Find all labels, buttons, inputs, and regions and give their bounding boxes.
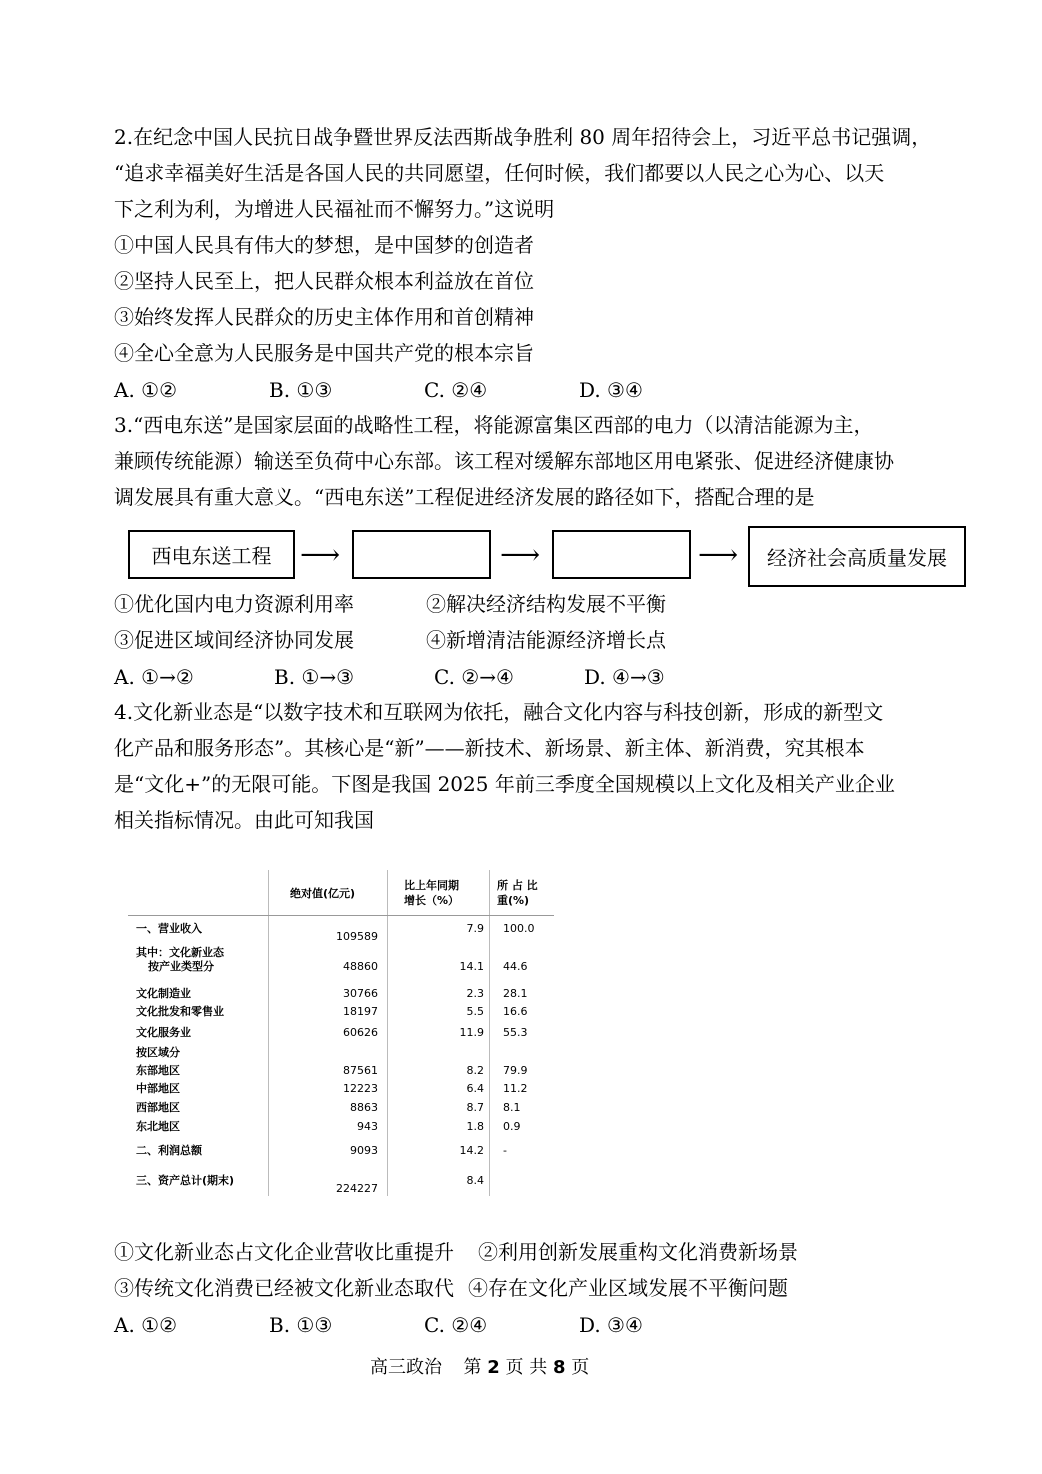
table-cell-label: 按产业类型分 — [148, 960, 214, 973]
q3-stem-line-3: 调发展具有重大意义。“西电东送”工程促进经济发展的路径如下，搭配合理的是 — [114, 485, 815, 509]
footer-total-pages: 8 — [552, 1357, 566, 1378]
table-cell-share: 11.2 — [503, 1082, 528, 1095]
q2-option-a[interactable]: A. ①② — [114, 378, 178, 402]
q3-statement-4: ④新增清洁能源经济增长点 — [426, 628, 666, 652]
table-cell-absolute: 30766 — [343, 987, 378, 1000]
table-header-share-1: 所 占 比 — [497, 879, 538, 892]
q4-statement-1: ①文化新业态占文化企业营收比重提升 — [114, 1240, 454, 1264]
q3-statement-2: ②解决经济结构发展不平衡 — [426, 592, 666, 616]
q3-option-c[interactable]: C. ②→④ — [434, 665, 514, 689]
q4-stem-line-2: 化产品和服务形态”。其核心是“新”——新技术、新场景、新主体、新消费，究其根本 — [114, 736, 865, 760]
table-cell-absolute: 8863 — [350, 1101, 378, 1114]
table-cell-share: 44.6 — [503, 960, 528, 973]
table-cell-absolute: 87561 — [343, 1064, 378, 1077]
q3-option-b[interactable]: B. ①→③ — [274, 665, 355, 689]
table-cell-label: 按区域分 — [136, 1046, 180, 1059]
flow-start-box: 西电东送工程 — [128, 530, 295, 579]
q2-option-c[interactable]: C. ②④ — [424, 378, 488, 402]
table-cell-absolute: 12223 — [343, 1082, 378, 1095]
table-cell-label: 二、利润总额 — [136, 1144, 202, 1157]
table-cell-absolute: 18197 — [343, 1005, 378, 1018]
table-cell-label: 文化服务业 — [136, 1026, 191, 1039]
table-row — [128, 946, 554, 960]
q4-option-a[interactable]: A. ①② — [114, 1313, 178, 1337]
table-cell-share: 0.9 — [503, 1120, 521, 1133]
table-row — [128, 1120, 554, 1134]
table-header-growth-2: 增长（%） — [404, 894, 460, 907]
q4-statements-row-2 — [114, 1276, 788, 1300]
q2-statement-1: ①中国人民具有伟大的梦想，是中国梦的创造者 — [114, 233, 534, 257]
q2-statement-4: ④全心全意为人民服务是中国共产党的根本宗旨 — [114, 341, 534, 365]
q2-option-b[interactable]: B. ①③ — [269, 378, 333, 402]
footer-ye-1: 页 — [505, 1357, 524, 1378]
table-cell-growth: 8.2 — [466, 1064, 484, 1077]
q4-statements-row-1 — [114, 1240, 798, 1264]
table-cell-label: 东北地区 — [136, 1120, 180, 1133]
table-cell-absolute: 9093 — [350, 1144, 378, 1157]
table-cell-growth: 8.4 — [466, 1174, 484, 1187]
footer-gong: 共 — [529, 1357, 548, 1378]
table-cell-growth: 5.5 — [466, 1005, 484, 1018]
table-header-absolute: 绝对值(亿元) — [290, 887, 356, 900]
table-cell-share: 16.6 — [503, 1005, 528, 1018]
table-cell-absolute: 109589 — [336, 930, 378, 943]
footer-ye-2: 页 — [571, 1357, 590, 1378]
table-cell-absolute: 943 — [357, 1120, 378, 1133]
q4-statement-3: ③传统文化消费已经被文化新业态取代 — [114, 1276, 454, 1300]
footer-subject: 高三政治 — [370, 1357, 442, 1378]
table-cell-growth: 14.1 — [459, 960, 484, 973]
q4-stem-line-1: 4.文化新业态是“以数字技术和互联网为依托，融合文化内容与科技创新，形成的新型文 — [114, 700, 884, 724]
table-cell-absolute: 48860 — [343, 960, 378, 973]
q3-stem-line-1: 3.“西电东送”是国家层面的战略性工程，将能源富集区西部的电力（以清洁能源为主， — [114, 413, 874, 437]
table-row — [128, 1026, 554, 1040]
table-cell-label: 其中：文化新业态 — [136, 946, 224, 959]
q3-option-a[interactable]: A. ①→② — [114, 665, 194, 689]
q4-statement-2: ②利用创新发展重构文化消费新场景 — [478, 1240, 798, 1264]
flow-arrow-2: ⟶ — [500, 538, 541, 571]
table-cell-absolute: 224227 — [336, 1182, 378, 1195]
culture-industry-table — [128, 866, 554, 1196]
q2-stem-line-1: 2.在纪念中国人民抗日战争暨世界反法西斯战争胜利 80 周年招待会上，习近平总书记强调， — [114, 125, 932, 149]
table-row — [128, 1174, 554, 1195]
q2-stem-line-2: “追求幸福美好生活是各国人民的共同愿望，任何时候，我们都要以人民之心为心、以天 — [114, 161, 885, 185]
table-row — [128, 1082, 554, 1096]
table-cell-growth: 1.8 — [466, 1120, 484, 1133]
q3-statement-1: ①优化国内电力资源利用率 — [114, 592, 354, 616]
table-cell-label: 一、营业收入 — [136, 922, 202, 935]
table-header-growth-1: 比上年同期 — [404, 879, 459, 892]
flow-arrow-3: ⟶ — [698, 538, 739, 571]
q4-option-d[interactable]: D. ③④ — [579, 1313, 643, 1337]
q3-stem-line-2: 兼顾传统能源）输送至负荷中心东部。该工程对缓解东部地区用电紧张、促进经济健康协 — [114, 449, 894, 473]
table-cell-share: - — [503, 1144, 507, 1157]
table-cell-growth: 7.9 — [466, 922, 484, 935]
table-cell-growth: 14.2 — [459, 1144, 484, 1157]
q4-stem-line-4: 相关指标情况。由此可知我国 — [114, 808, 374, 832]
table-cell-absolute: 60626 — [343, 1026, 378, 1039]
flow-blank-box-1[interactable] — [352, 530, 491, 579]
table-cell-share: 8.1 — [503, 1101, 521, 1114]
table-cell-growth: 6.4 — [466, 1082, 484, 1095]
q4-option-c[interactable]: C. ②④ — [424, 1313, 488, 1337]
q3-option-d[interactable]: D. ④→③ — [584, 665, 665, 689]
table-cell-growth: 2.3 — [466, 987, 484, 1000]
table-row — [128, 987, 554, 1001]
flow-blank-box-2[interactable] — [552, 530, 691, 579]
table-header-share-2: 重(%) — [497, 894, 530, 907]
table-cell-label: 文化批发和零售业 — [136, 1005, 224, 1018]
table-cell-label: 三、资产总计(期末) — [136, 1174, 235, 1187]
q4-statement-4: ④存在文化产业区域发展不平衡问题 — [468, 1276, 788, 1300]
q2-statement-2: ②坚持人民至上，把人民群众根本利益放在首位 — [114, 269, 534, 293]
table-cell-share: 79.9 — [503, 1064, 528, 1077]
q2-stem-line-3: 下之利为利，为增进人民福祉而不懈努力。”这说明 — [114, 197, 555, 221]
table-row — [128, 1064, 554, 1078]
table-header-rule — [128, 915, 554, 916]
table-row — [128, 960, 554, 974]
flow-arrow-1: ⟶ — [300, 538, 341, 571]
table-cell-growth: 11.9 — [459, 1026, 484, 1039]
q2-statement-3: ③始终发挥人民群众的历史主体作用和首创精神 — [114, 305, 534, 329]
table-cell-share: 55.3 — [503, 1026, 528, 1039]
table-row — [128, 1101, 554, 1115]
footer-di: 第 — [463, 1357, 482, 1378]
q4-option-b[interactable]: B. ①③ — [269, 1313, 333, 1337]
table-cell-share: 100.0 — [503, 922, 535, 935]
footer-page-number: 2 — [487, 1357, 500, 1378]
table-row — [128, 1144, 554, 1158]
table-cell-label: 中部地区 — [136, 1082, 180, 1095]
q2-option-d[interactable]: D. ③④ — [579, 378, 643, 402]
q3-statement-3: ③促进区域间经济协同发展 — [114, 628, 354, 652]
table-cell-label: 东部地区 — [136, 1064, 180, 1077]
page-footer — [370, 1353, 589, 1379]
q4-stem-line-3: 是“文化+”的无限可能。下图是我国 2025 年前三季度全国规模以上文化及相关产业企业 — [114, 772, 895, 796]
table-cell-growth: 8.7 — [466, 1101, 484, 1114]
table-row — [128, 1005, 554, 1019]
table-row — [128, 922, 554, 943]
flow-end-box: 经济社会高质量发展 — [748, 526, 966, 587]
table-cell-label: 文化制造业 — [136, 987, 191, 1000]
table-cell-label: 西部地区 — [136, 1101, 180, 1114]
table-cell-share: 28.1 — [503, 987, 528, 1000]
table-row — [128, 1046, 554, 1060]
